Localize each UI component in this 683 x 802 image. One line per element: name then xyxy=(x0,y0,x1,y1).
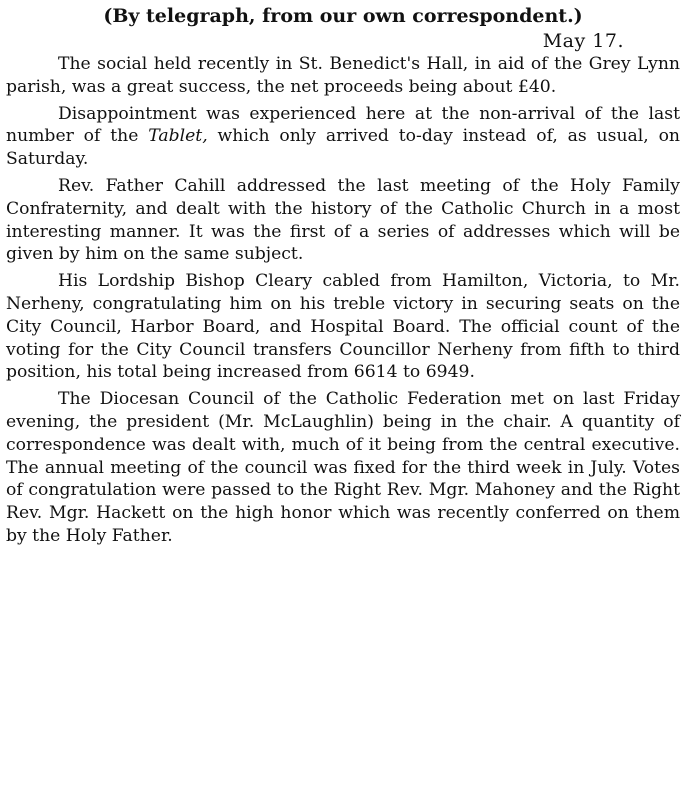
tablet-title-italic: Tablet, xyxy=(148,126,208,147)
headline: (By telegraph, from our own correspondent.) xyxy=(103,5,583,27)
paragraph-tablet-delay xyxy=(6,103,680,171)
paragraph-bishop-cable: His Lordship Bishop Cleary cabled from Hamilton, Victoria, to Mr. Nerheny, congratulating him on his treble victory in securing seats on the City Council, Harbor Board, and Hospital Board. The official count of the voting for the City Council transfers Councillor Nerheny from fifth to third position, his total being increased from 6614 to 6949. xyxy=(6,271,680,383)
paragraph-social-hall: The social held recently in St. Benedict's Hall, in aid of the Grey Lynn parish, was a great success, the net proceeds being about £40. xyxy=(6,54,680,97)
paragraph-confraternity: Rev. Father Cahill addressed the last meeting of the Holy Family Confraternity, and dealt with the history of the Catholic Church in a most interesting manner. It was the first of a series of addresses which will be given by him on the same subject. xyxy=(6,175,680,265)
paragraph-text-before: Disappointment was experienced here at the non-arrival of the last number of the xyxy=(6,103,680,147)
paragraph-diocesan-council: The Diocesan Council of the Catholic Federation met on last Friday evening, the president (Mr. McLaughlin) being in the chair. A quantity of correspondence was dealt with, much of it being from the central executive. The annual meeting of the council was fixed for the third week in July. Votes of congratulation were passed to the Right Rev. Mgr. Mahoney and the Right Rev. Mgr. Hackett on the high honor which was recently conferred on them by the Holy Father. xyxy=(6,389,680,546)
dateline: May 17. xyxy=(542,30,624,52)
paragraph-text-after: which only arrived to-day instead of, as usual, on Saturday. xyxy=(6,126,681,170)
